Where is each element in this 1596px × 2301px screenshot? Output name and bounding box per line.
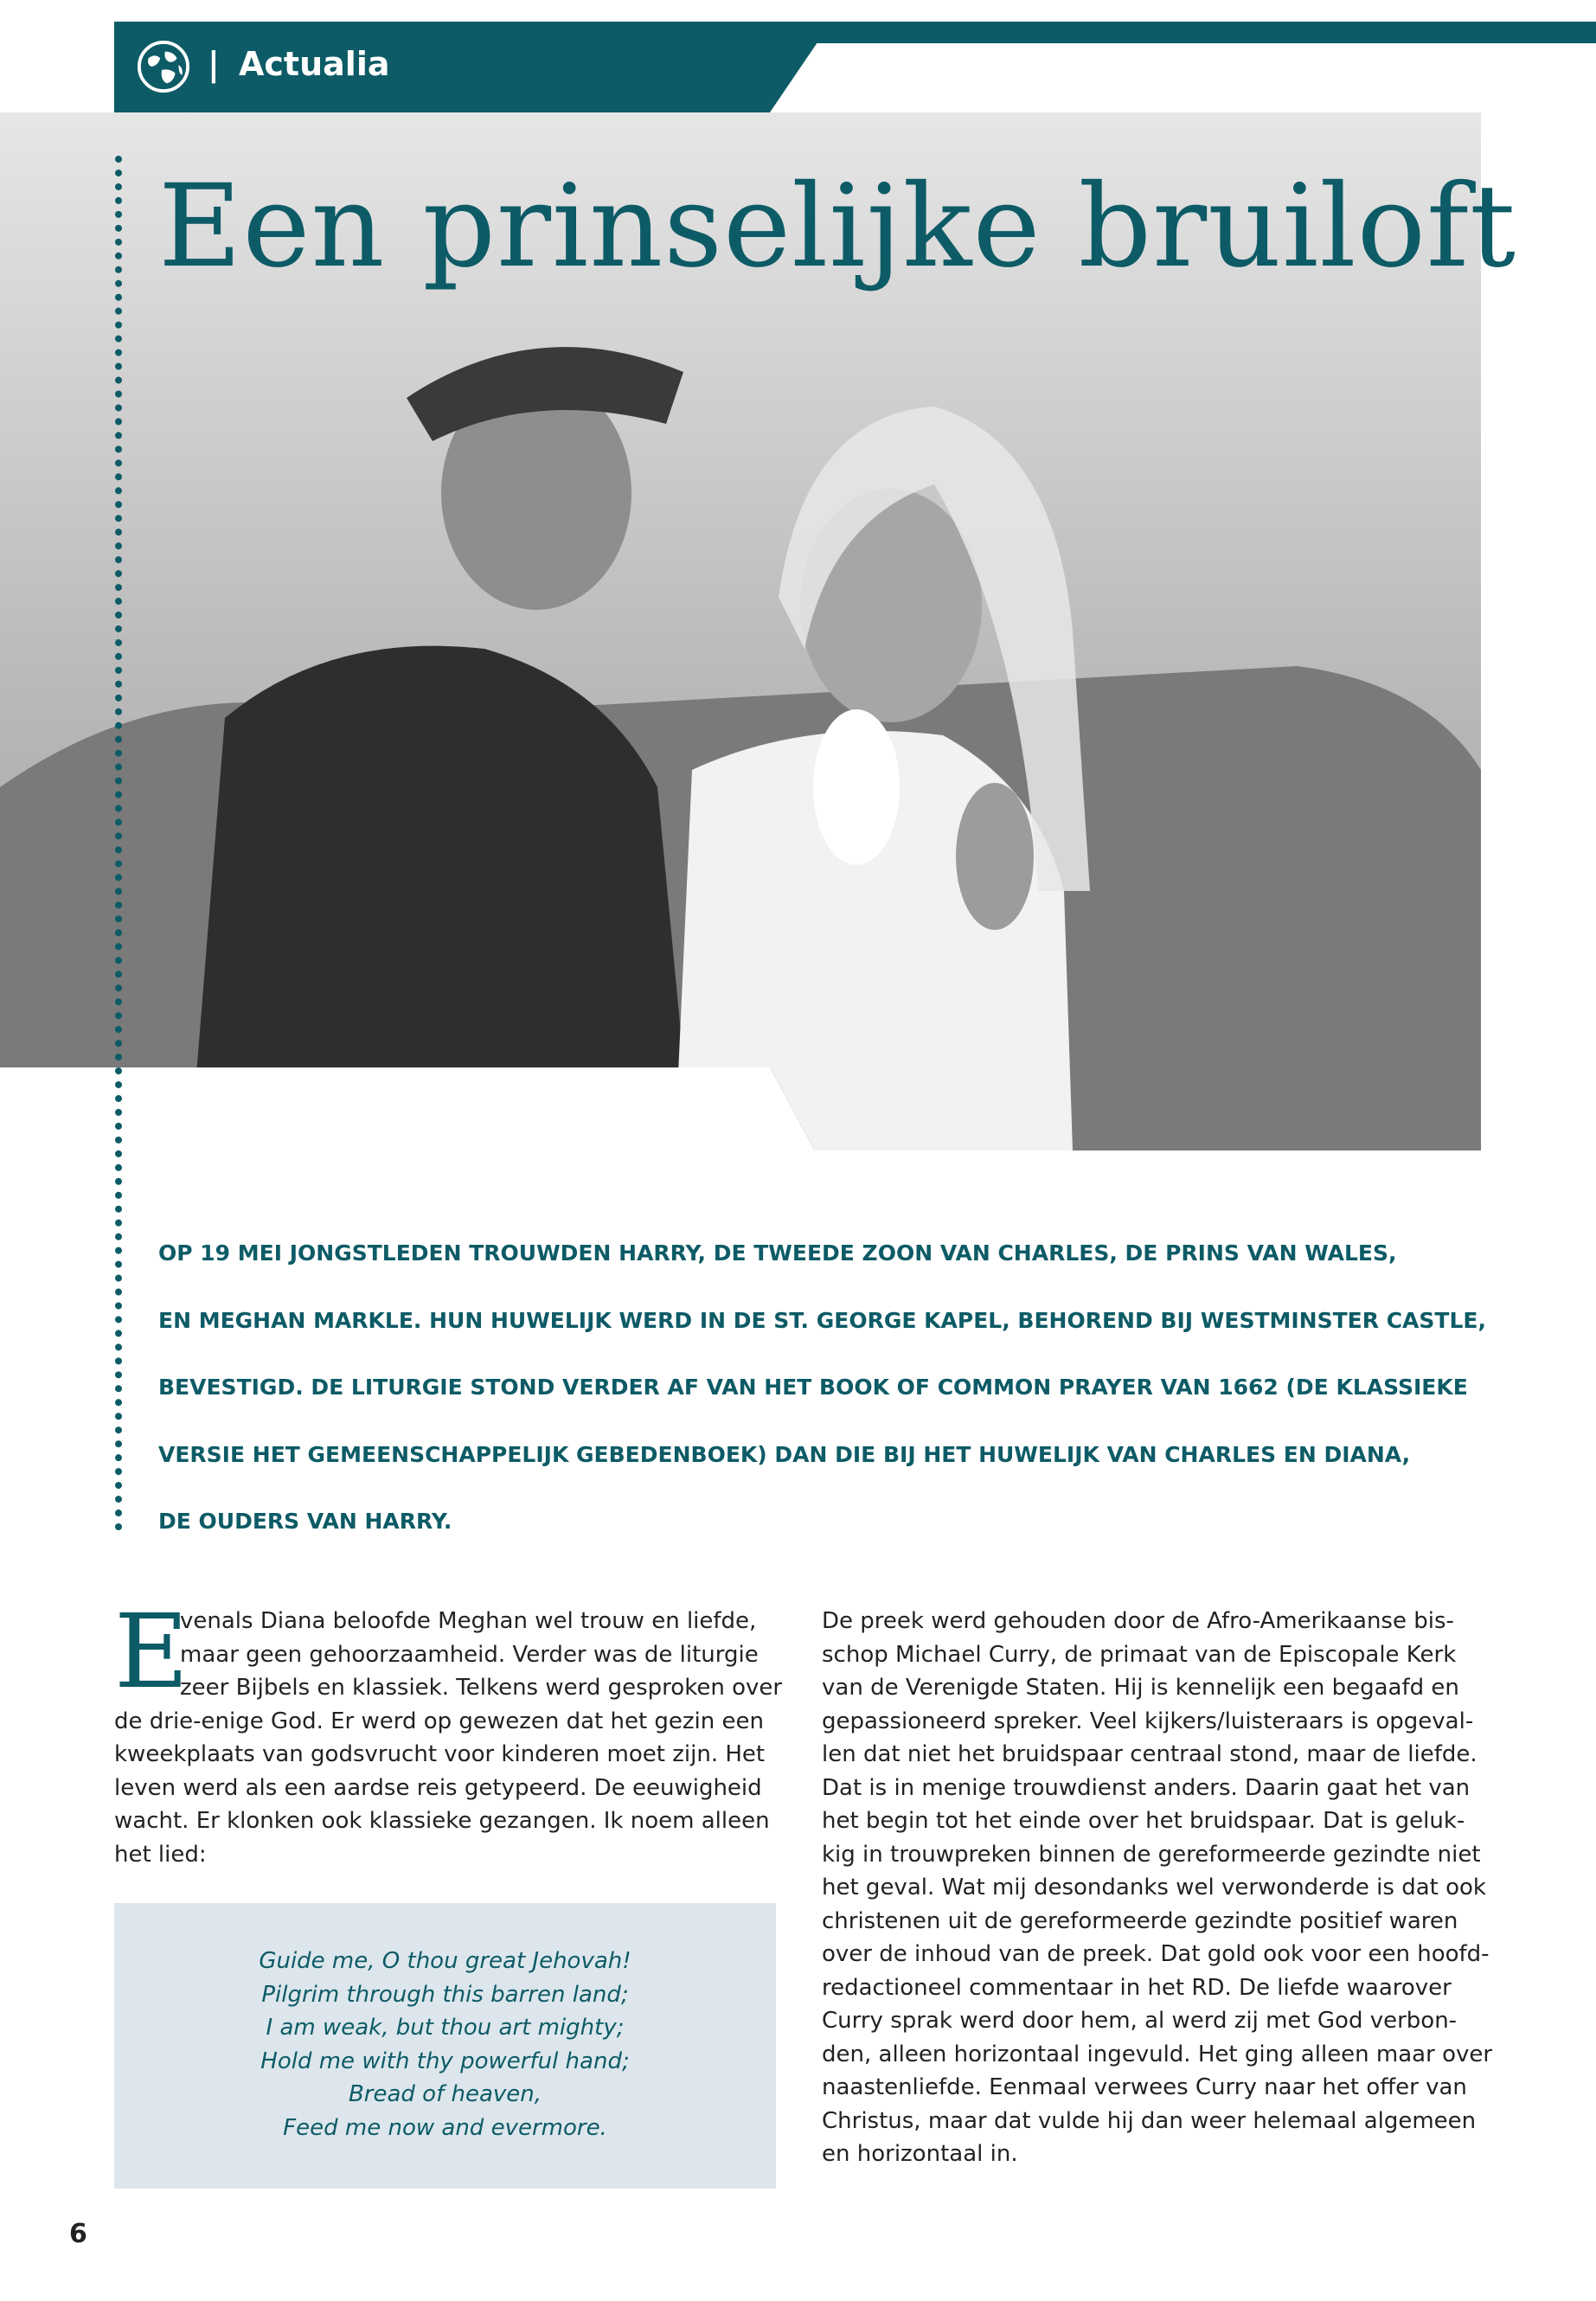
intro-line: OP 19 MEI JONGSTLEDEN TROUWDEN HARRY, DE TWEEDE ZOON VAN CHARLES, DE PRINS VAN WALES, bbox=[158, 1240, 1397, 1266]
quote-line: Guide me, O thou great Jehovah! bbox=[259, 1948, 631, 1974]
intro-paragraph bbox=[158, 1220, 1486, 1555]
intro-line: EN MEGHAN MARKLE. HUN HUWELIJK WERD IN DE ST. GEORGE KAPEL, BEHOREND BIJ WESTMINSTER CASTLE, bbox=[158, 1307, 1486, 1333]
body-line: het lied: bbox=[114, 1841, 207, 1868]
body-line: leven werd als een aardse reis getypeerd. De eeuwigheid bbox=[114, 1774, 762, 1801]
body-line: christenen uit de gereformeerde gezindte positief waren bbox=[822, 1907, 1458, 1934]
body-line: gepassioneerd spreker. Veel kijkers/luisteraars is opgeval- bbox=[822, 1708, 1474, 1734]
globe-icon bbox=[137, 40, 190, 93]
body-line: naastenliefde. Eenmaal verwees Curry naar het offer van bbox=[822, 2074, 1467, 2100]
hymn-quote-box bbox=[114, 1903, 776, 2189]
body-line: den, alleen horizontaal ingevuld. Het ging alleen maar over bbox=[822, 2041, 1493, 2067]
body-line: van de Verenigde Staten. Hij is kennelijk een begaafd en bbox=[822, 1675, 1459, 1701]
body-line: kig in trouwpreken binnen de gereformeerde gezindte niet bbox=[822, 1841, 1481, 1868]
body-line: schop Michael Curry, de primaat van de Episcopale Kerk bbox=[822, 1641, 1457, 1668]
intro-line: VERSIE HET GEMEENSCHAPPELIJK GEBEDENBOEK) DAN DIE BIJ HET HUWELIJK VAN CHARLES EN DIANA, bbox=[158, 1441, 1411, 1467]
body-line: en horizontaal in. bbox=[822, 2141, 1018, 2167]
dotted-rule bbox=[115, 156, 122, 1531]
body-line: De preek werd gehouden door de Afro-Amerikaanse bis- bbox=[822, 1608, 1454, 1634]
intro-line: BEVESTIGD. DE LITURGIE STOND VERDER AF VAN HET BOOK OF COMMON PRAYER VAN 1662 (DE KLASSIEKE bbox=[158, 1375, 1468, 1400]
body-line: redactioneel commentaar in het RD. De liefde waarover bbox=[822, 1974, 1452, 2001]
body-line: het geval. Wat mij desondanks wel verwonderde is dat ook bbox=[822, 1875, 1486, 1900]
page-number: 6 bbox=[69, 2219, 87, 2249]
body-line: Christus, maar dat vulde hij dan weer helemaal algemeen bbox=[822, 2107, 1477, 2134]
section-separator: | bbox=[208, 45, 220, 83]
body-line: Dat is in menige trouwdienst anders. Daarin gaat het van bbox=[822, 1774, 1471, 1801]
body-line: het begin tot het einde over het bruidspaar. Dat is geluk- bbox=[822, 1808, 1465, 1834]
quote-line: Bread of heaven, bbox=[348, 2081, 542, 2107]
drop-cap: E bbox=[114, 1592, 189, 1711]
article-title: Een prinselijke bruiloft bbox=[158, 160, 1516, 293]
header-top-rule bbox=[813, 22, 1596, 43]
body-line: kweekplaats van godsvrucht voor kinderen moet zijn. Het bbox=[114, 1741, 766, 1767]
section-header-bar bbox=[114, 22, 819, 112]
left-column bbox=[114, 1605, 783, 1871]
body-line: de drie-enige God. Er werd op gewezen dat het gezin een bbox=[114, 1708, 764, 1734]
quote-line: Feed me now and evermore. bbox=[283, 2114, 607, 2141]
quote-line: Pilgrim through this barren land; bbox=[261, 1981, 629, 2008]
body-line: zeer Bijbels en klassiek. Telkens werd gesproken over bbox=[180, 1675, 783, 1701]
body-line: maar geen gehoorzaamheid. Verder was de liturgie bbox=[180, 1641, 759, 1668]
section-title: Actualia bbox=[239, 45, 390, 83]
body-line: over de inhoud van de preek. Dat gold ook voor een hoofd- bbox=[822, 1941, 1490, 1967]
body-line: venals Diana beloofde Meghan wel trouw en liefde, bbox=[180, 1608, 757, 1634]
body-line: wacht. Er klonken ook klassieke gezangen. Ik noem alleen bbox=[114, 1808, 770, 1834]
intro-line: DE OUDERS VAN HARRY. bbox=[158, 1509, 452, 1534]
body-line: len dat niet het bruidspaar centraal stond, maar de liefde. bbox=[822, 1741, 1477, 1767]
right-column bbox=[822, 1605, 1493, 2171]
hymn-quote-text bbox=[114, 1945, 776, 2144]
quote-line: Hold me with thy powerful hand; bbox=[260, 2048, 630, 2074]
body-line: Curry sprak werd door hem, al werd zij met God verbon- bbox=[822, 2008, 1458, 2034]
quote-line: I am weak, but thou art mighty; bbox=[266, 2015, 625, 2041]
